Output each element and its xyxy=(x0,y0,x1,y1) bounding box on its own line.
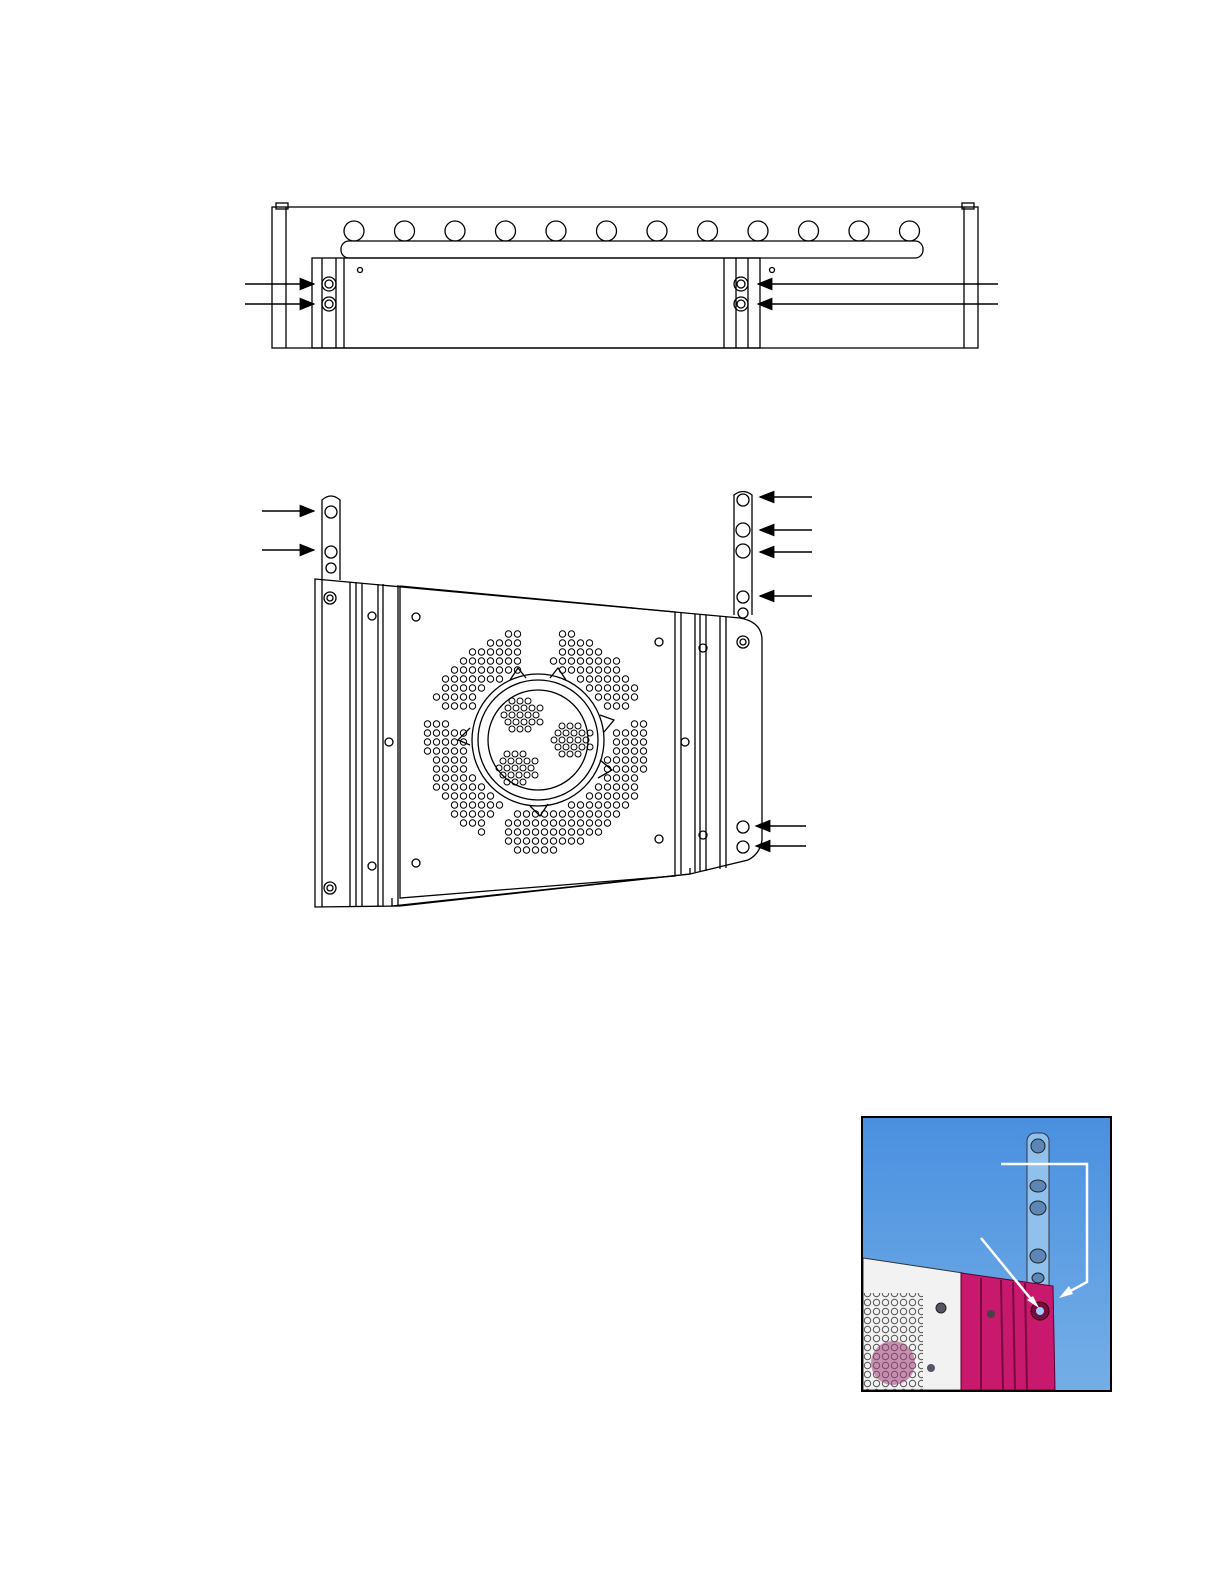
grille-icon xyxy=(424,631,646,853)
detail-photo-render xyxy=(863,1118,1110,1390)
detail-photo xyxy=(861,1116,1112,1392)
